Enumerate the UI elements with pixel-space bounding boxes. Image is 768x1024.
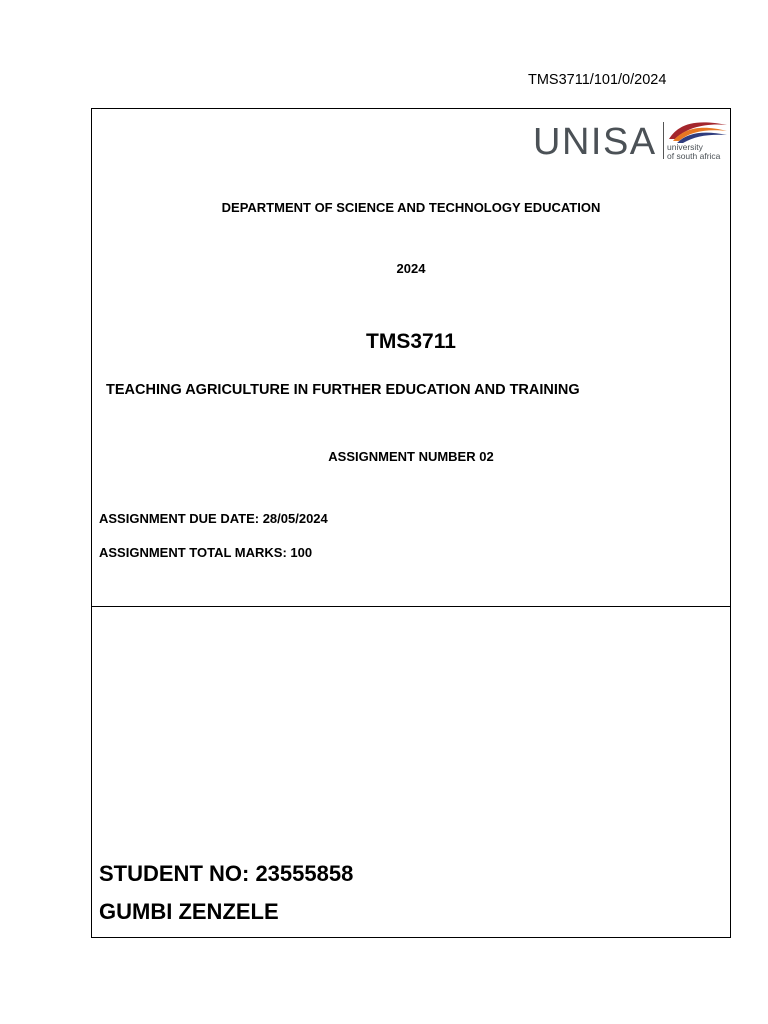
student-number: STUDENT NO: 23555858 — [99, 861, 354, 886]
document-code: TMS3711/101/0/2024 — [528, 72, 667, 88]
total-marks: ASSIGNMENT TOTAL MARKS: 100 — [99, 545, 313, 560]
student-name: GUMBI ZENZELE — [99, 899, 279, 924]
section-divider — [92, 606, 730, 607]
module-code: TMS3711 — [366, 330, 456, 353]
logo-tagline-line-1: university — [667, 142, 703, 152]
logo-tagline-line-2: of south africa — [667, 150, 721, 161]
year-heading: 2024 — [396, 261, 426, 276]
logo-divider — [663, 122, 664, 159]
unisa-flag-icon — [667, 119, 729, 143]
unisa-logo — [533, 119, 731, 161]
cover-frame — [91, 108, 731, 938]
department-heading: DEPARTMENT OF SCIENCE AND TECHNOLOGY EDUCATION — [221, 200, 601, 215]
logo-wordmark: UNISA — [533, 121, 657, 163]
due-date: ASSIGNMENT DUE DATE: 28/05/2024 — [99, 511, 328, 526]
logo-tagline — [667, 143, 731, 160]
assignment-number: ASSIGNMENT NUMBER 02 — [328, 449, 494, 464]
module-title: TEACHING AGRICULTURE IN FURTHER EDUCATION AND TRAINING — [106, 382, 580, 398]
